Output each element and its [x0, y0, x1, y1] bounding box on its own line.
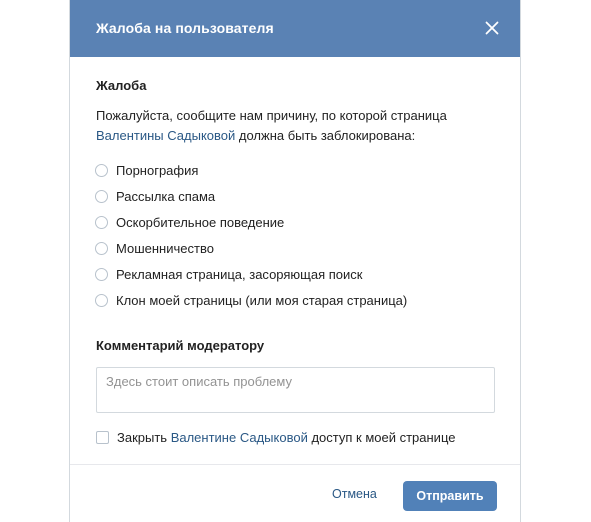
radio-button[interactable] [95, 294, 108, 307]
reason-option-insult[interactable] [95, 213, 284, 231]
dialog-title: Жалоба на пользователя [96, 20, 274, 36]
reason-option-ads[interactable] [95, 265, 362, 283]
complaint-description-text: Пожалуйста, сообщите нам причину, по которой страница [96, 108, 447, 123]
radio-button[interactable] [95, 164, 108, 177]
radio-button[interactable] [95, 190, 108, 203]
comment-section-title: Комментарий модератору [96, 338, 265, 353]
block-access-option[interactable] [96, 428, 455, 446]
radio-button[interactable] [95, 242, 108, 255]
block-user-link[interactable]: Валентине Садыковой [170, 429, 308, 445]
complaint-description-tail: должна быть заблокирована: [235, 128, 416, 143]
block-access-label-start: Закрыть [117, 429, 171, 445]
report-user-dialog [69, 0, 521, 522]
radio-button[interactable] [95, 216, 108, 229]
complaint-section-title: Жалоба [96, 78, 147, 93]
reason-option-fraud[interactable] [95, 239, 214, 257]
reason-option-spam[interactable] [95, 187, 215, 205]
user-profile-link[interactable]: Валентины Садыковой [96, 128, 236, 143]
block-access-label-end: доступ к моей странице [307, 429, 456, 445]
reason-label: Рассылка спама [116, 188, 216, 204]
dialog-footer [70, 464, 520, 522]
block-access-label [117, 430, 455, 445]
reason-label: Оскорбительное поведение [116, 214, 285, 230]
dialog-header [70, 0, 520, 57]
comment-placeholder: Здесь стоит описать проблему [106, 374, 292, 389]
complaint-description [96, 106, 496, 146]
close-icon [480, 16, 504, 40]
block-access-checkbox[interactable] [96, 431, 109, 444]
reason-label: Мошенничество [116, 240, 214, 256]
close-button[interactable] [480, 16, 504, 40]
reason-label: Рекламная страница, засоряющая поиск [116, 266, 363, 282]
reason-label: Клон моей страницы (или моя старая страница) [116, 292, 408, 308]
comment-input[interactable] [96, 367, 495, 413]
radio-button[interactable] [95, 268, 108, 281]
reason-option-clone[interactable] [95, 291, 407, 309]
cancel-button[interactable]: Отмена [332, 487, 377, 501]
reason-label: Порнография [116, 162, 199, 178]
submit-button[interactable]: Отправить [403, 481, 497, 511]
reason-option-porn[interactable] [95, 161, 198, 179]
